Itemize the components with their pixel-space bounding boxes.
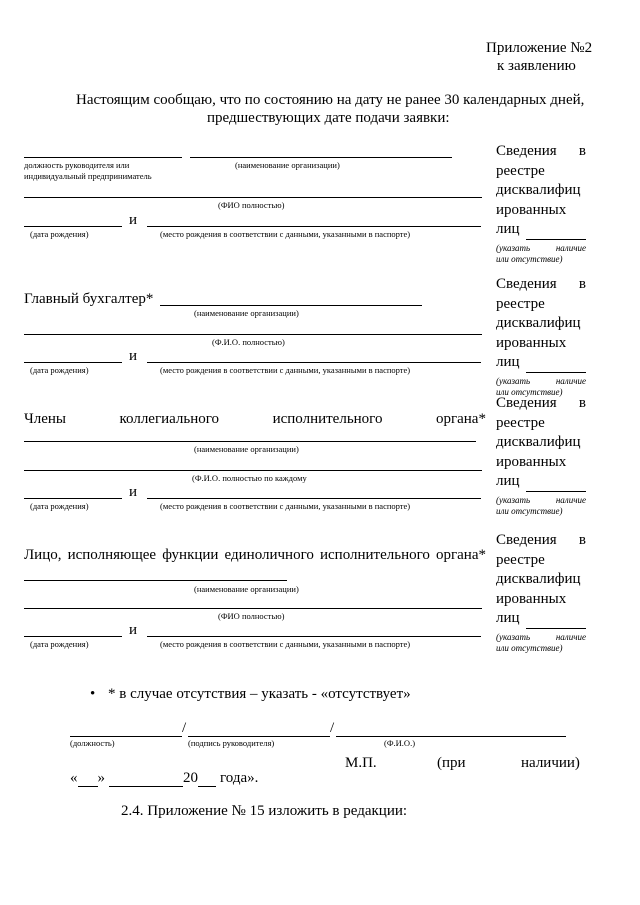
stamp-place-label: М.П. — [345, 755, 377, 771]
org-name-label: (наименование организации) — [194, 444, 299, 454]
birth-date-field-line[interactable] — [24, 362, 122, 363]
fio-field-line[interactable] — [24, 608, 482, 609]
registry-info-field-line[interactable] — [526, 614, 586, 629]
fio-field-line[interactable] — [24, 334, 482, 335]
registry-info-panel: Сведения в реестре дисквалифиц ированных лиц (указать наличие или отсутствие) — [496, 143, 586, 264]
month-field-line[interactable] — [109, 772, 183, 787]
signature-date: « » 20 года». — [70, 770, 259, 786]
sole-executive-title: Лицо, исполняющее функции единоличного исполнительного органа* — [24, 547, 486, 563]
fio-signature-line[interactable] — [336, 736, 566, 737]
birth-date-field-line[interactable] — [24, 226, 122, 227]
org-name-field-line[interactable] — [160, 305, 422, 306]
birth-place-field-line[interactable] — [147, 362, 481, 363]
footnote-text: * в случае отсутствия – указать - «отсутствует» — [108, 686, 411, 702]
registry-info-panel: Сведения в реестре дисквалифиц ированных лиц (указать наличие или отсутствие) — [496, 276, 586, 397]
registry-info-field-line[interactable] — [526, 358, 586, 373]
appendix-to-statement: к заявлению — [497, 58, 576, 74]
registry-info-panel: Сведения в реестре дисквалифиц ированных лиц (указать наличие или отсутствие) — [496, 395, 586, 516]
year-field-line[interactable] — [198, 772, 216, 787]
and-conjunction: и — [129, 212, 138, 228]
birth-date-label: (дата рождения) — [30, 639, 89, 649]
position-label: должность руководителя или — [24, 160, 130, 170]
position-signature-line[interactable] — [70, 736, 182, 737]
closing-paragraph: 2.4. Приложение № 15 изложить в редакции: — [121, 803, 408, 819]
org-name-field-line[interactable] — [190, 157, 452, 158]
appendix-number: Приложение №2 — [486, 40, 593, 56]
birth-place-label: (место рождения в соответствии с данными, указанными в паспорте) — [160, 639, 411, 649]
signature-label: (подпись руководителя) — [188, 738, 275, 748]
registry-info-field-line[interactable] — [526, 477, 586, 492]
birth-date-label: (дата рождения) — [30, 501, 89, 511]
and-conjunction: и — [129, 348, 138, 364]
fio-field-line[interactable] — [24, 197, 482, 198]
signature-line[interactable] — [188, 736, 330, 737]
fio-label: (ФИО полностью) — [218, 611, 285, 621]
fio-field-line[interactable] — [24, 470, 482, 471]
birth-place-field-line[interactable] — [147, 636, 481, 637]
org-name-field-line[interactable] — [24, 580, 287, 581]
birth-place-label: (место рождения в соответствии с данными, указанными в паспорте) — [160, 501, 411, 511]
intro-text-line1: Настоящим сообщаю, что по состоянию на дату не ранее 30 календарных дней, — [76, 92, 585, 108]
birth-place-label: (место рождения в соответствии с данными, указанными в паспорте) — [160, 229, 411, 239]
birth-place-field-line[interactable] — [147, 498, 481, 499]
fio-label: (Ф.И.О.) — [384, 738, 416, 748]
org-name-label: (наименование организации) — [235, 160, 340, 170]
collegial-body-title: Члены коллегиального исполнительного органа* — [24, 411, 486, 427]
org-name-field-line[interactable] — [24, 441, 476, 442]
registry-info-field-line[interactable] — [526, 225, 586, 240]
org-name-label: (наименование организации) — [194, 308, 299, 318]
slash-separator: / — [182, 720, 187, 736]
position-field-line[interactable] — [24, 157, 182, 158]
and-conjunction: и — [129, 484, 138, 500]
position-label-ip: индивидуальный предприниматель — [24, 171, 152, 181]
intro-text-line2: предшествующих дате подачи заявки: — [207, 110, 450, 126]
chief-accountant-title: Главный бухгалтер* — [24, 291, 154, 307]
org-name-label: (наименование организации) — [194, 584, 299, 594]
birth-date-label: (дата рождения) — [30, 229, 89, 239]
day-field-line[interactable] — [78, 772, 98, 787]
registry-info-panel: Сведения в реестре дисквалифиц ированных лиц (указать наличие или отсутствие) — [496, 532, 586, 653]
stamp-pri-label: (при — [437, 755, 466, 771]
fio-label: (Ф.И.О. полностью) — [212, 337, 285, 347]
birth-place-label: (место рождения в соответствии с данными, указанными в паспорте) — [160, 365, 411, 375]
and-conjunction: и — [129, 622, 138, 638]
birth-date-field-line[interactable] — [24, 636, 122, 637]
slash-separator: / — [330, 720, 335, 736]
fio-label: (ФИО полностью) — [218, 200, 285, 210]
birth-date-field-line[interactable] — [24, 498, 122, 499]
position-label: (должность) — [70, 738, 115, 748]
fio-label: (Ф.И.О. полностью по каждому — [192, 473, 307, 483]
footnote-bullet: • — [90, 686, 96, 702]
birth-date-label: (дата рождения) — [30, 365, 89, 375]
stamp-presence-label: наличии) — [521, 755, 580, 771]
birth-place-field-line[interactable] — [147, 226, 481, 227]
